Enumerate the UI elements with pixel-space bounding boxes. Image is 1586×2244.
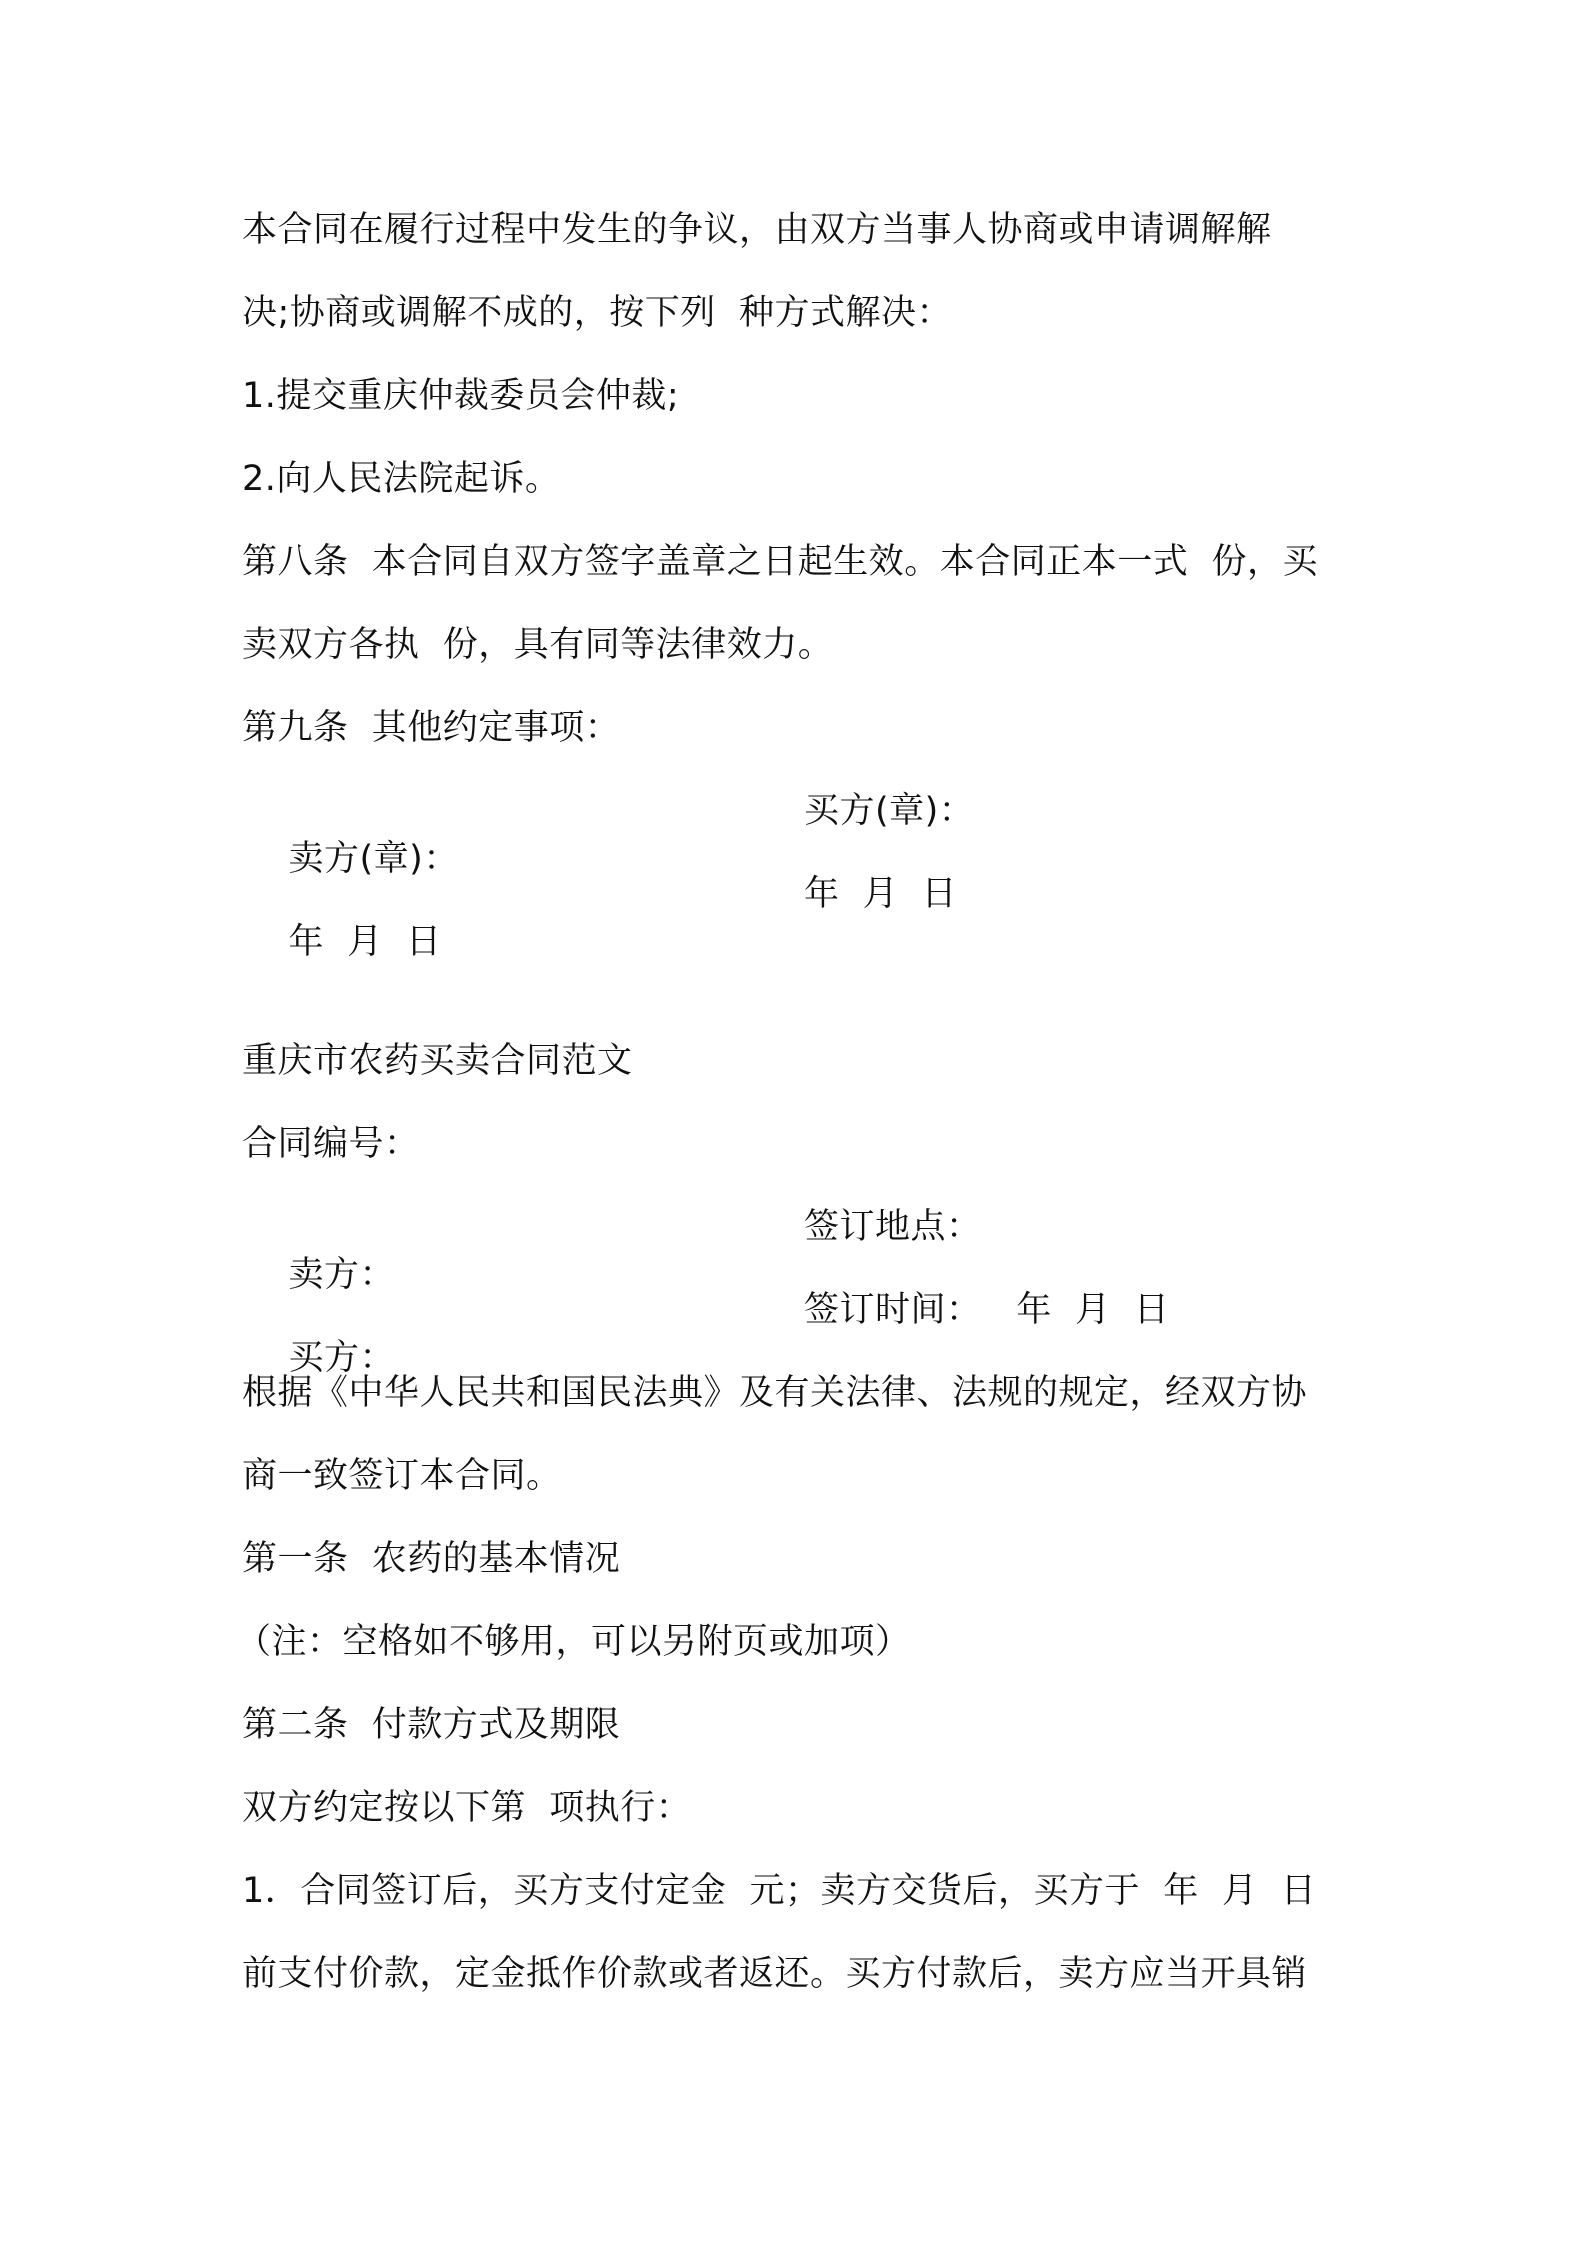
payment-line-1: 1．合同签订后，买方支付定金 元；卖方交货后，买方于 年 月 日 <box>242 1871 1317 1911</box>
article-8-line-2: 卖双方各执 份，具有同等法律效力。 <box>242 625 834 665</box>
agreement-option-line: 双方约定按以下第 项执行： <box>242 1788 692 1828</box>
legal-basis-line-2: 商一致签订本合同。 <box>242 1456 562 1496</box>
dispute-clause-line-1: 本合同在履行过程中发生的争议，由双方当事人协商或申请调解解 <box>242 210 1272 250</box>
article-2-heading: 第二条 付款方式及期限 <box>242 1705 621 1745</box>
seller-seal-label: 卖方(章)： <box>288 839 459 879</box>
payment-line-2: 前支付价款，定金抵作价款或者返还。买方付款后，卖方应当开具销 <box>242 1954 1308 1994</box>
seal-row <box>242 787 1362 879</box>
contract-title: 重庆市农药买卖合同范文 <box>242 1041 633 1081</box>
article-1-heading: 第一条 农药的基本情况 <box>242 1539 621 1579</box>
seller-label: 卖方： <box>288 1255 396 1295</box>
dispute-clause-line-2: 决;协商或调解不成的，按下列 种方式解决： <box>242 293 953 333</box>
buyer-label: 买方： <box>288 1338 396 1378</box>
resolution-option-1: 1.提交重庆仲裁委员会仲裁; <box>242 376 680 416</box>
note-text: （注：空格如不够用，可以另附页或加项） <box>236 1622 911 1662</box>
buyer-time-row <box>242 1286 1362 1378</box>
legal-basis-line-1: 根据《中华人民共和国民法典》及有关法律、法规的规定，经双方协 <box>242 1373 1308 1413</box>
resolution-option-2: 2.向人民法院起诉。 <box>242 459 561 499</box>
sign-time-label: 签订时间： 年 月 日 <box>804 1290 1170 1330</box>
seller-place-row <box>242 1203 1362 1295</box>
article-8-line-1: 第八条 本合同自双方签字盖章之日起生效。本合同正本一式 份，买 <box>242 542 1319 582</box>
seal-date-row <box>242 870 1362 962</box>
seller-date: 年 月 日 <box>288 922 442 962</box>
contract-number-label: 合同编号： <box>242 1124 420 1164</box>
buyer-seal-label: 买方(章)： <box>804 791 975 831</box>
buyer-date: 年 月 日 <box>804 874 958 914</box>
sign-place-label: 签订地点： <box>804 1207 982 1247</box>
article-9: 第九条 其他约定事项： <box>242 708 621 748</box>
